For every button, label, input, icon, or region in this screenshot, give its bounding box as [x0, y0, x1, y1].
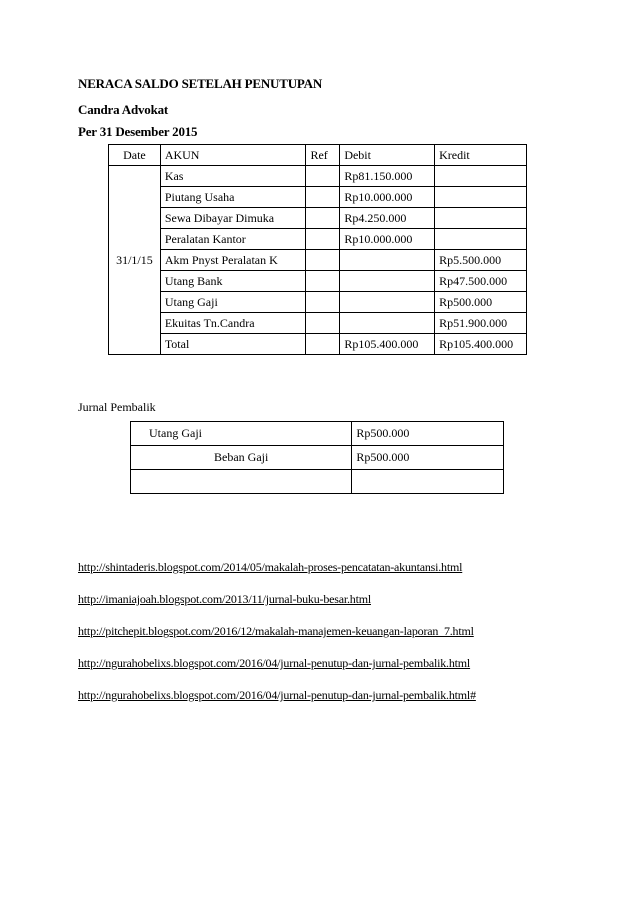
debit-cell — [340, 250, 435, 271]
akun-cell: Piutang Usaha — [160, 187, 306, 208]
akun-cell: Utang Bank — [160, 271, 306, 292]
date-cell: 31/1/15 — [109, 166, 161, 355]
table-row — [109, 166, 527, 187]
kredit-cell — [435, 229, 527, 250]
kredit-cell — [435, 208, 527, 229]
ref-cell — [306, 292, 340, 313]
account-cell: Utang Gaji — [131, 422, 352, 446]
amount-cell — [352, 470, 504, 494]
ref-cell — [306, 271, 340, 292]
ref-cell — [306, 208, 340, 229]
debit-cell: Rp10.000.000 — [340, 187, 435, 208]
debit-cell — [340, 271, 435, 292]
reference-link[interactable]: http://ngurahobelixs.blogspot.com/2016/04/jurnal-penutup-dan-jurnal-pembalik.html# — [78, 688, 476, 702]
kredit-cell: Rp5.500.000 — [435, 250, 527, 271]
table-row — [109, 208, 527, 229]
ref-cell — [306, 334, 340, 355]
jurnal-pembalik-title: Jurnal Pembalik — [78, 400, 156, 414]
debit-cell: Rp10.000.000 — [340, 229, 435, 250]
akun-cell: Sewa Dibayar Dimuka — [160, 208, 306, 229]
kredit-cell — [435, 166, 527, 187]
jurnal-pembalik-table — [130, 421, 504, 494]
kredit-cell: Rp47.500.000 — [435, 271, 527, 292]
ref-cell — [306, 166, 340, 187]
company-name: Candra Advokat — [78, 102, 169, 117]
reference-link[interactable]: http://shintaderis.blogspot.com/2014/05/makalah-proses-pencatatan-akuntansi.html — [78, 560, 463, 574]
column-header-kredit: Kredit — [435, 145, 527, 166]
table-row — [109, 292, 527, 313]
table-row — [109, 271, 527, 292]
kredit-cell: Rp51.900.000 — [435, 313, 527, 334]
kredit-total-cell: Rp105.400.000 — [435, 334, 527, 355]
ref-cell — [306, 229, 340, 250]
debit-cell: Rp81.150.000 — [340, 166, 435, 187]
table-row — [131, 422, 504, 446]
reference-link[interactable]: http://imaniajoah.blogspot.com/2013/11/jurnal-buku-besar.html — [78, 592, 371, 606]
report-period: Per 31 Desember 2015 — [78, 124, 198, 139]
amount-cell: Rp500.000 — [352, 422, 504, 446]
akun-cell: Total — [160, 334, 306, 355]
trial-balance-table — [108, 144, 527, 355]
table-row — [109, 313, 527, 334]
table-row — [109, 229, 527, 250]
column-header-debit: Debit — [340, 145, 435, 166]
account-cell — [131, 470, 352, 494]
account-cell: Beban Gaji — [131, 446, 352, 470]
table-row — [131, 470, 504, 494]
ref-cell — [306, 187, 340, 208]
reference-link[interactable]: http://ngurahobelixs.blogspot.com/2016/04/jurnal-penutup-dan-jurnal-pembalik.html — [78, 656, 471, 670]
akun-cell: Peralatan Kantor — [160, 229, 306, 250]
kredit-cell: Rp500.000 — [435, 292, 527, 313]
akun-cell: Akm Pnyst Peralatan K — [160, 250, 306, 271]
ref-cell — [306, 313, 340, 334]
table-row — [109, 250, 527, 271]
column-header-ref: Ref — [306, 145, 340, 166]
debit-cell: Rp4.250.000 — [340, 208, 435, 229]
reference-link[interactable]: http://pitchepit.blogspot.com/2016/12/makalah-manajemen-keuangan-laporan_7.html — [78, 624, 474, 638]
ref-cell — [306, 250, 340, 271]
column-header-date: Date — [109, 145, 161, 166]
akun-cell: Kas — [160, 166, 306, 187]
column-header-akun: AKUN — [160, 145, 306, 166]
amount-cell: Rp500.000 — [352, 446, 504, 470]
debit-cell — [340, 313, 435, 334]
table-header-row — [109, 145, 527, 166]
kredit-cell — [435, 187, 527, 208]
total-row — [109, 334, 527, 355]
akun-cell: Utang Gaji — [160, 292, 306, 313]
report-title: NERACA SALDO SETELAH PENUTUPAN — [78, 76, 323, 91]
akun-cell: Ekuitas Tn.Candra — [160, 313, 306, 334]
debit-cell — [340, 292, 435, 313]
table-row — [131, 446, 504, 470]
table-row — [109, 187, 527, 208]
debit-total-cell: Rp105.400.000 — [340, 334, 435, 355]
